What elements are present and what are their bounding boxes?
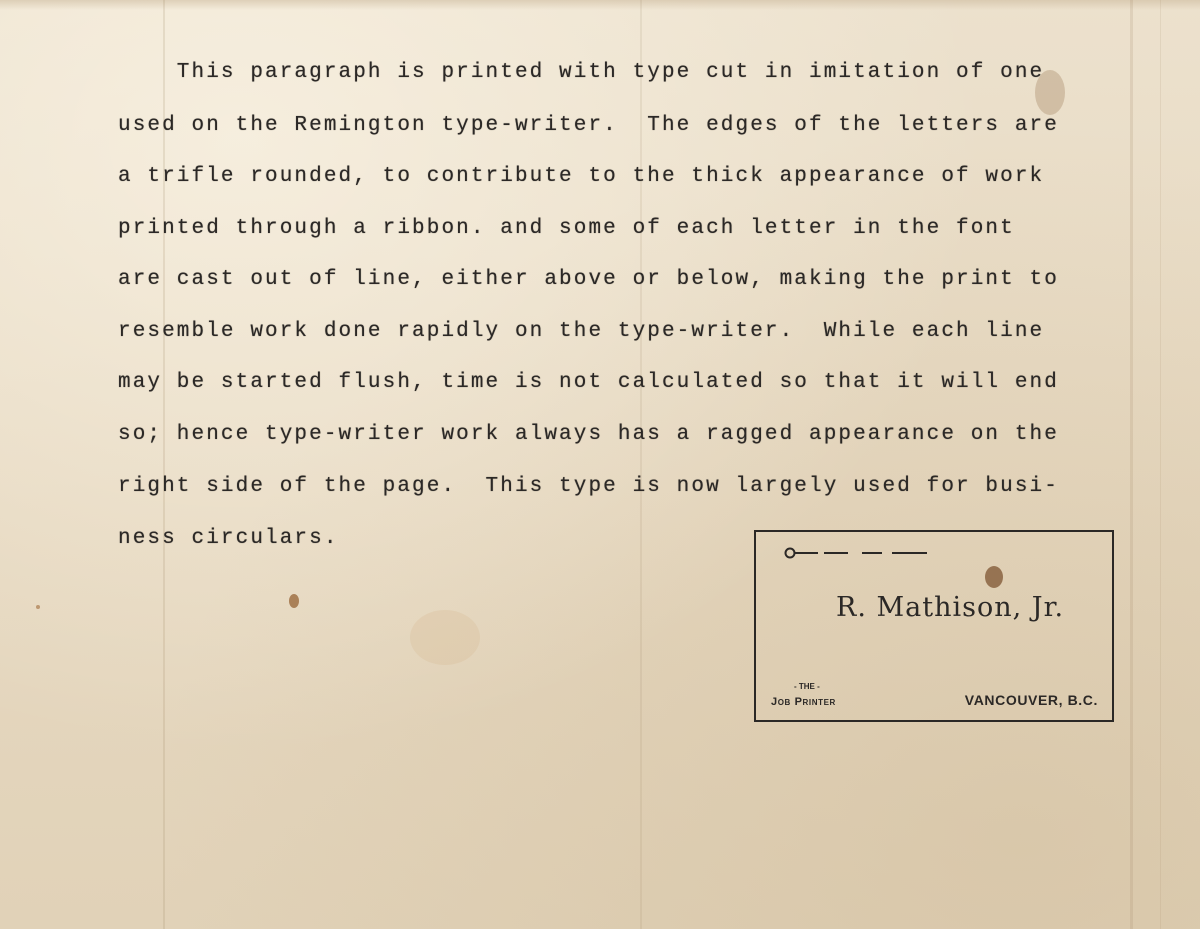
the-label: - THE - bbox=[794, 682, 820, 691]
trade-label: Job Printer bbox=[771, 696, 836, 708]
printer-name: R. Mathison, Jr. bbox=[836, 592, 1065, 623]
paragraph-line: printed through a ribbon. and some of each letter in the font bbox=[118, 217, 1015, 240]
paragraph-line: resemble work done rapidly on the type-writer. While each line bbox=[118, 320, 1045, 343]
card-bottom-rule bbox=[906, 720, 1112, 722]
paper-top-edge bbox=[0, 0, 1200, 10]
location-label: VANCOUVER, B.C. bbox=[964, 692, 1098, 708]
paragraph-line: so; hence type-writer work always has a ragged appearance on the bbox=[118, 423, 1059, 446]
decorative-rule-icon bbox=[782, 546, 932, 560]
paragraph-line: This paragraph is printed with type cut in imitation of one bbox=[118, 61, 1045, 84]
paragraph-line: are cast out of line, either above or below, making the print to bbox=[118, 268, 1059, 291]
printer-imprint-card bbox=[754, 530, 1114, 722]
ink-stain bbox=[289, 594, 299, 608]
paragraph-line: may be started flush, time is not calculated so that it will end bbox=[118, 371, 1059, 394]
paragraph-line: a trifle rounded, to contribute to the thick appearance of work bbox=[118, 165, 1045, 188]
paragraph-line: used on the Remington type-writer. The edges of the letters are bbox=[118, 114, 1059, 137]
paragraph-line: ness circulars. bbox=[118, 527, 339, 550]
ink-stain bbox=[36, 605, 40, 609]
water-stain bbox=[410, 610, 480, 665]
fold-crease bbox=[1160, 0, 1161, 929]
paragraph-line: right side of the page. This type is now largely used for busi- bbox=[118, 475, 1059, 498]
fold-crease bbox=[1130, 0, 1133, 929]
